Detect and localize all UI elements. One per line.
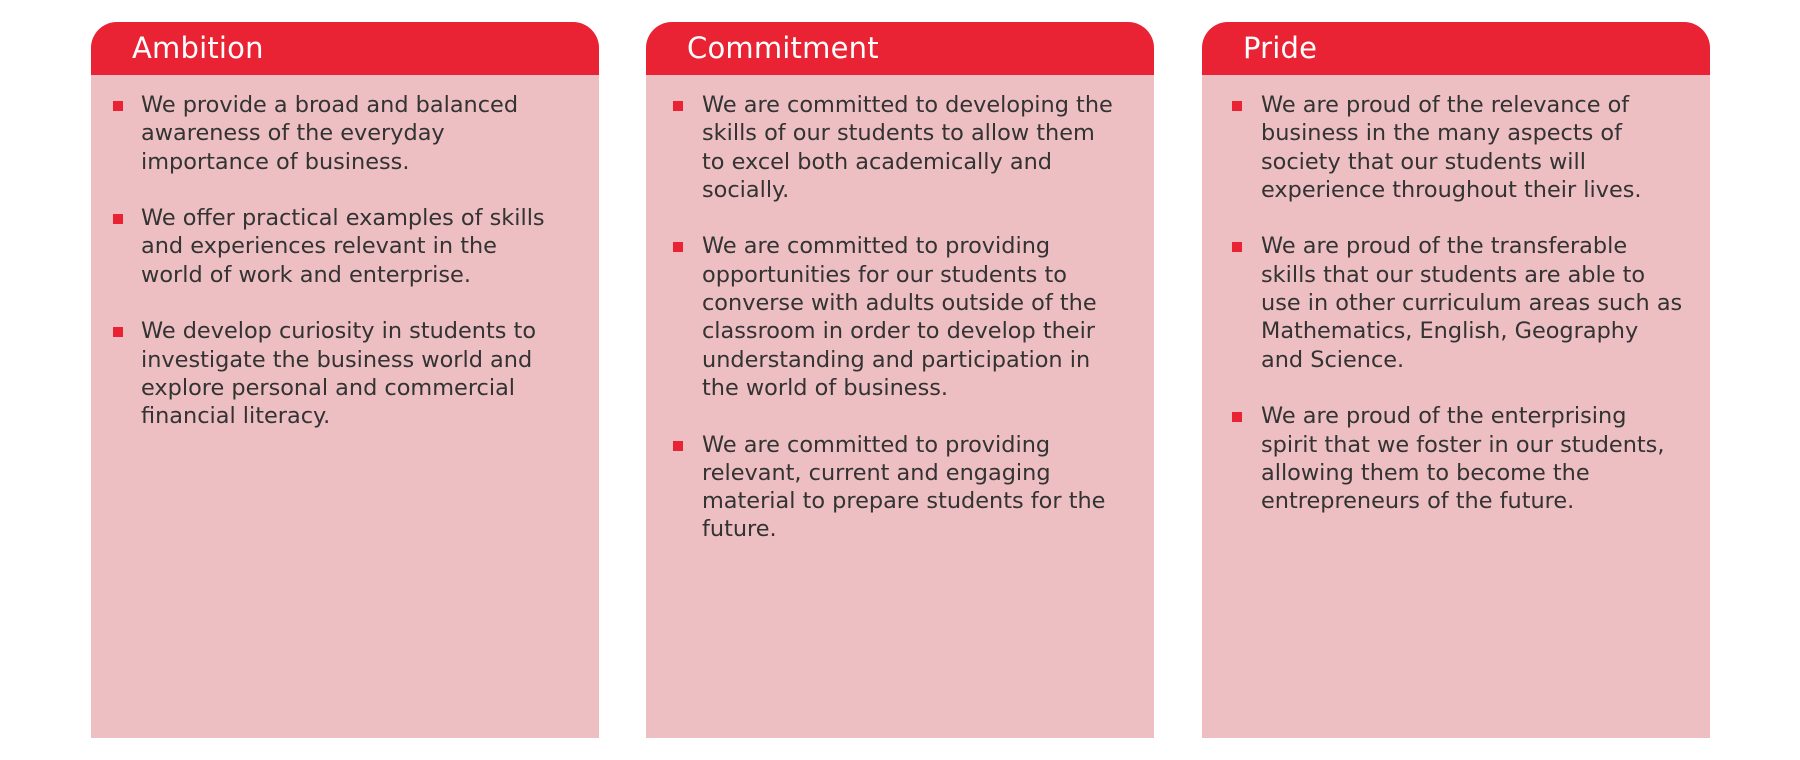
square-bullet-icon [1232, 412, 1242, 422]
square-bullet-icon [673, 242, 683, 252]
list-item [91, 91, 599, 176]
bullet-list [1202, 91, 1710, 515]
bullet-text: We are committed to developing the skills of our students to allow them to excel both academically and socially. [702, 92, 1113, 203]
bullet-text: We provide a broad and balanced awareness of the everyday importance of business. [141, 92, 519, 175]
bullet-list [91, 91, 599, 431]
square-bullet-icon [673, 101, 683, 111]
bullet-text: We are proud of the relevance of business in the many aspects of society that our students will experience throughout their lives. [1261, 92, 1642, 203]
bullet-text: We are committed to providing relevant, current and engaging material to prepare students for the future. [702, 431, 1106, 543]
list-item [1202, 232, 1710, 373]
square-bullet-icon [113, 327, 123, 337]
square-bullet-icon [113, 101, 123, 111]
list-item [1202, 91, 1710, 204]
square-bullet-icon [1232, 242, 1242, 252]
list-item [1202, 402, 1710, 515]
bullet-list [646, 91, 1154, 544]
bullet-text: We are committed to providing opportunities for our students to converse with adults outside of the classroom in order to develop their understanding and participation in the world of business. [702, 233, 1097, 401]
panel-title: Pride [1202, 22, 1710, 75]
list-item [91, 204, 599, 289]
list-item [91, 317, 599, 430]
square-bullet-icon [113, 214, 123, 224]
bullet-text: We are proud of the enterprising spirit that we foster in our students, allowing them to become the entrepreneurs of the future. [1261, 403, 1665, 515]
panel-title: Ambition [91, 22, 599, 75]
square-bullet-icon [1232, 101, 1242, 111]
panel-commitment [646, 22, 1154, 738]
list-item [646, 232, 1154, 402]
panel-title: Commitment [646, 22, 1154, 75]
panel-pride [1202, 22, 1710, 738]
bullet-text: We are proud of the transferable skills that our students are able to use in other curriculum areas such as Mathematics, English, Geography and Science. [1261, 233, 1683, 373]
list-item [646, 431, 1154, 544]
bullet-text: We develop curiosity in students to investigate the business world and explore personal and commercial financial literacy. [141, 318, 537, 430]
list-item [646, 91, 1154, 204]
bullet-text: We offer practical examples of skills and experiences relevant in the world of work and enterprise. [141, 205, 545, 288]
panel-ambition [91, 22, 599, 738]
square-bullet-icon [673, 441, 683, 451]
